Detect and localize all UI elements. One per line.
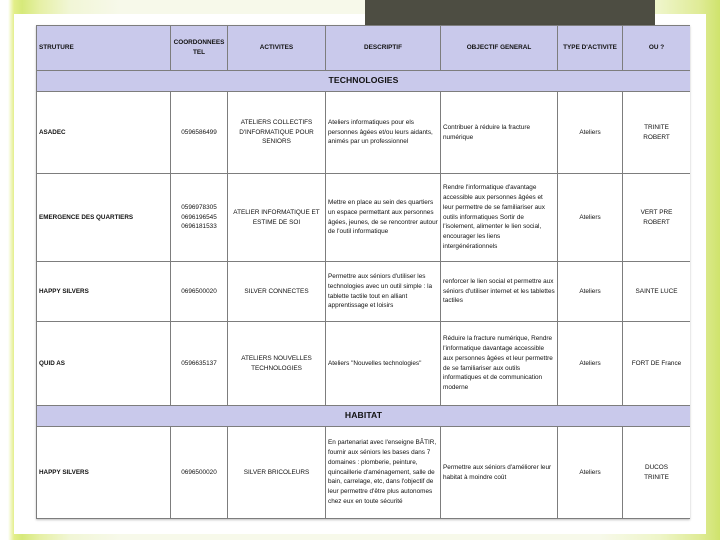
cell-type: Ateliers bbox=[558, 262, 623, 322]
section-title: HABITAT bbox=[37, 406, 691, 427]
location: VERT PRE bbox=[640, 208, 673, 216]
location: FORT DE France bbox=[631, 359, 682, 367]
cell-activite: SILVER BRICOLEURS bbox=[228, 427, 326, 519]
table-row bbox=[37, 174, 691, 262]
cell-descriptif: Ateliers informatiques pour els personnes âgées et/ou leurs aidants, animés par un professionnel bbox=[326, 92, 441, 174]
location: ROBERT bbox=[643, 218, 670, 226]
cell-descriptif: En partenariat avec l'enseigne BÂTIR, fournir aux séniors les bases dans 7 domaines : plomberie, peinture, quincaillerie d'aménagement, salle de bain, carrelage, etc, dans l'objectif de leur permettre d'être plus autonomes chez eux en toute sécurité bbox=[326, 427, 441, 519]
section-row-habitat bbox=[37, 406, 691, 427]
table-header-row bbox=[37, 26, 691, 71]
cell-structure: HAPPY SILVERS bbox=[37, 427, 171, 519]
cell-tel bbox=[171, 427, 228, 519]
cell-activite: ATELIERS COLLECTIFS D'INFORMATIQUE POUR SENIORS bbox=[228, 92, 326, 174]
phone-number: 0596586499 bbox=[181, 128, 217, 136]
cell-activite: SILVER CONNECTES bbox=[228, 262, 326, 322]
location: SAINTE LUCE bbox=[635, 287, 678, 295]
table-row bbox=[37, 92, 691, 174]
cell-objectif: Rendre l'informatique d'avantage accessible aux personnes âgées et leur permettre de se familiariser aux outils informatiques Sortir de l'isolement, alimenter le lien social, encourager les liens intergénérationnels bbox=[441, 174, 558, 262]
cell-tel bbox=[171, 262, 228, 322]
header-ou: OU ? bbox=[623, 26, 691, 71]
header-activites: ACTIVITES bbox=[228, 26, 326, 71]
location: TRINITE bbox=[644, 123, 669, 131]
section-title: TECHNOLOGIES bbox=[37, 71, 691, 92]
cell-type: Ateliers bbox=[558, 322, 623, 406]
cell-structure: HAPPY SILVERS bbox=[37, 262, 171, 322]
cell-structure: ASADEC bbox=[37, 92, 171, 174]
cell-descriptif: Mettre en place au sein des quartiers un espace permettant aux personnes âgées, jeunes, de se rencontrer autour de l'outil informatique bbox=[326, 174, 441, 262]
cell-tel bbox=[171, 322, 228, 406]
cell-type: Ateliers bbox=[558, 427, 623, 519]
cell-type: Ateliers bbox=[558, 92, 623, 174]
cell-ou bbox=[623, 427, 691, 519]
cell-ou bbox=[623, 262, 691, 322]
cell-ou bbox=[623, 92, 691, 174]
cell-activite: ATELIER INFORMATIQUE ET ESTIME DE SOI bbox=[228, 174, 326, 262]
section-row-technologies bbox=[37, 71, 691, 92]
header-structure: STRUTURE bbox=[37, 26, 171, 71]
cell-objectif: Permettre aux séniors d'améliorer leur habitat à moindre coût bbox=[441, 427, 558, 519]
location: TRINITE bbox=[644, 473, 669, 481]
table-row bbox=[37, 262, 691, 322]
table-row bbox=[37, 427, 691, 519]
cell-objectif: Contribuer à réduire la fracture numérique bbox=[441, 92, 558, 174]
cell-structure: EMERGENCE DES QUARTIERS bbox=[37, 174, 171, 262]
location: DUCOS bbox=[644, 463, 669, 471]
location: ROBERT bbox=[643, 133, 670, 141]
cell-type: Ateliers bbox=[558, 174, 623, 262]
activities-table bbox=[36, 25, 690, 519]
cell-ou bbox=[623, 174, 691, 262]
cell-structure: QUID AS bbox=[37, 322, 171, 406]
phone-number: 0596978305 bbox=[181, 203, 217, 211]
cell-descriptif: Ateliers "Nouvelles technologies" bbox=[326, 322, 441, 406]
cell-activite: ATELIERS NOUVELLES TECHNOLOGIES bbox=[228, 322, 326, 406]
cell-tel bbox=[171, 174, 228, 262]
cell-objectif: renforcer le lien social et permettre aux séniors d'utiliser internet et les tablettes tactiles bbox=[441, 262, 558, 322]
header-objectif: OBJECTIF GENERAL bbox=[441, 26, 558, 71]
cell-objectif: Réduire la fracture numérique, Rendre l'informatique davantage accessible aux personnes âgées et leur permettre de se familiariser aux outils informatiques et de communication moderne bbox=[441, 322, 558, 406]
activities-table-container bbox=[36, 25, 690, 519]
phone-number: 0696181533 bbox=[181, 223, 217, 231]
header-descriptif: DESCRIPTIF bbox=[326, 26, 441, 71]
title-decoration-bar bbox=[365, 0, 655, 26]
phone-number: 0696500020 bbox=[181, 468, 217, 476]
table-row bbox=[37, 322, 691, 406]
header-tel: COORDONNEES TEL bbox=[171, 26, 228, 71]
header-type: TYPE D'ACTIVITE bbox=[558, 26, 623, 71]
phone-number: 0696500020 bbox=[181, 287, 217, 295]
cell-ou bbox=[623, 322, 691, 406]
cell-tel bbox=[171, 92, 228, 174]
cell-descriptif: Permettre aux séniors d'utiliser les technologies avec un outil simple : la tablette tactile tout en alliant apprentissage et loisirs bbox=[326, 262, 441, 322]
phone-number: 0696196545 bbox=[181, 213, 217, 221]
phone-number: 0596635137 bbox=[181, 359, 217, 367]
